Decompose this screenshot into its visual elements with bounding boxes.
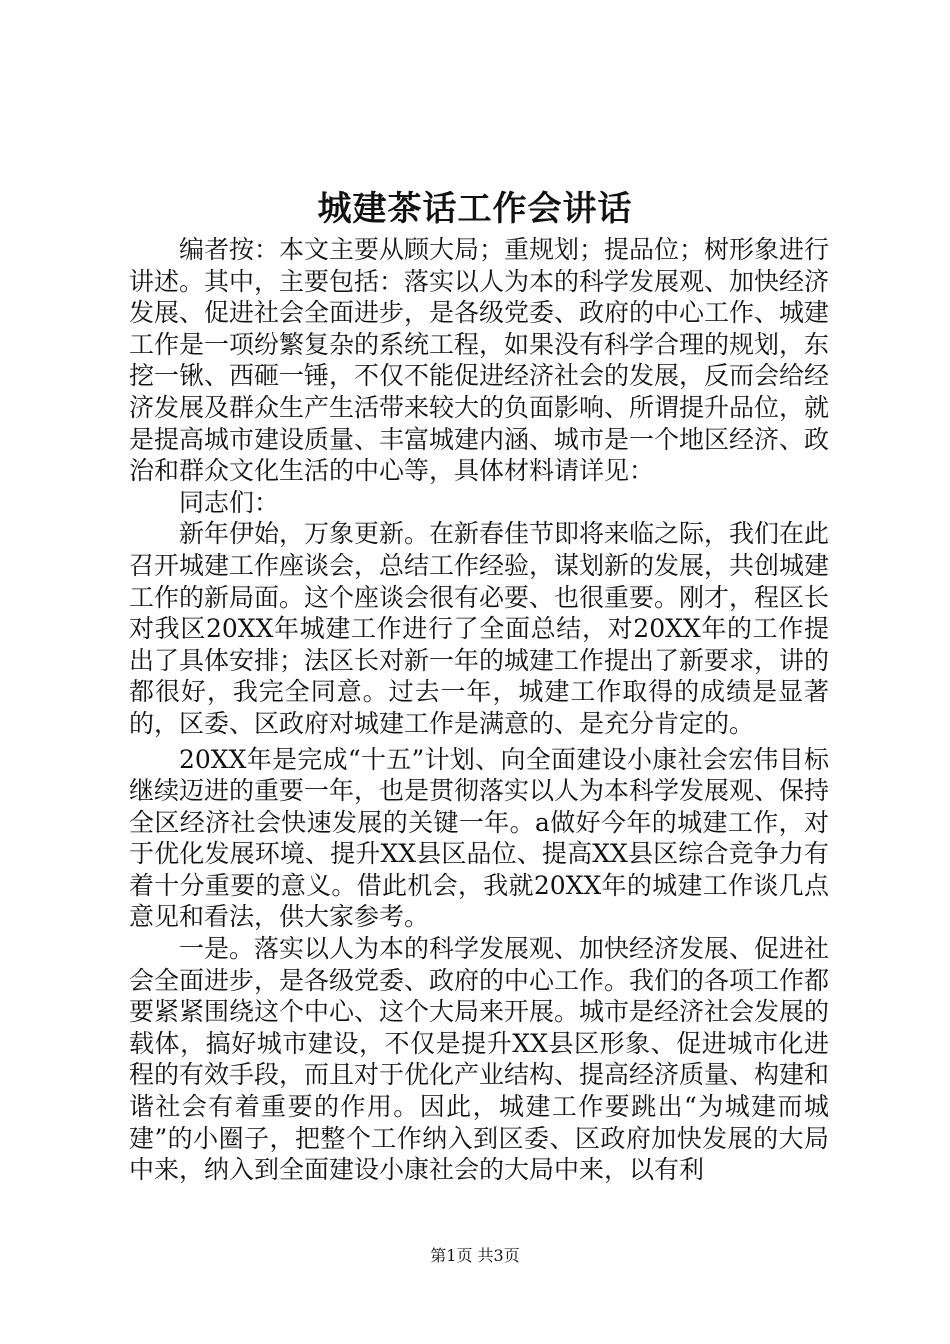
editor-note-paragraph: 编者按：本文主要从顾大局；重规划；提品位；树形象进行讲述。其中，主要包括：落实以人为本的科学发展观、加快经济发展、促进社会全面进步，是各级党委、政府的中心工作、城建工作是一项纷繁复杂的系统工程，如果没有科学合理的规划，东挖一锹、西砸一锤，不仅不能促进经济社会的发展，反而会给经济发展及群众生产生活带来较大的负面影响、所谓提升品位，就是提高城市建设质量、丰富城建内涵、城市是一个地区经济、政治和群众文化生活的中心等，具体材料请详见：	[129, 235, 830, 486]
document-body	[129, 234, 829, 1186]
salutation-paragraph: 同志们：	[179, 487, 280, 517]
page-footer: 第1页 共3页	[430, 1246, 520, 1265]
body-paragraph: 20XX年是完成“十五”计划、向全面建设小康社会宏伟目标继续迈进的重要一年，也是贯彻落实以人为本科学发展观、保持全区经济社会快速发展的关键一年。a做好今年的城建工作，对于优化发展环境、提升XX县区品位、提高XX县区综合竞争力有着十分重要的意义。借此机会，我就20XX年的城建工作谈几点意见和看法，供大家参考。	[129, 744, 830, 932]
body-paragraph: 一是。落实以人为本的科学发展观、加快经济发展、促进社会全面进步，是各级党委、政府的中心工作。我们的各项工作都要紧紧围绕这个中心、这个大局来开展。城市是经济社会发展的载体，搞好城市建设，不仅是提升XX县区形象、促进城市化进程的有效手段，而且对于优化产业结构、提高经济质量、构建和谐社会有着重要的作用。因此，城建工作要跳出“为城建而城建”的小圈子，把整个工作纳入到区委、区政府加快发展的大局中来，纳入到全面建设小康社会的大局中来，以有利	[129, 934, 830, 1185]
body-paragraph: 新年伊始，万象更新。在新春佳节即将来临之际，我们在此召开城建工作座谈会，总结工作经验，谋划新的发展，共创城建工作的新局面。这个座谈会很有必要、也很重要。刚才，程区长对我区20XX年城建工作进行了全面总结，对20XX年的工作提出了具体安排；法区长对新一年的城建工作提出了新要求，讲的都很好，我完全同意。过去一年，城建工作取得的成绩是显著的，区委、区政府对城建工作是满意的、是充分肯定的。	[129, 519, 830, 738]
document-title: 城建茶话工作会讲话	[317, 189, 633, 229]
